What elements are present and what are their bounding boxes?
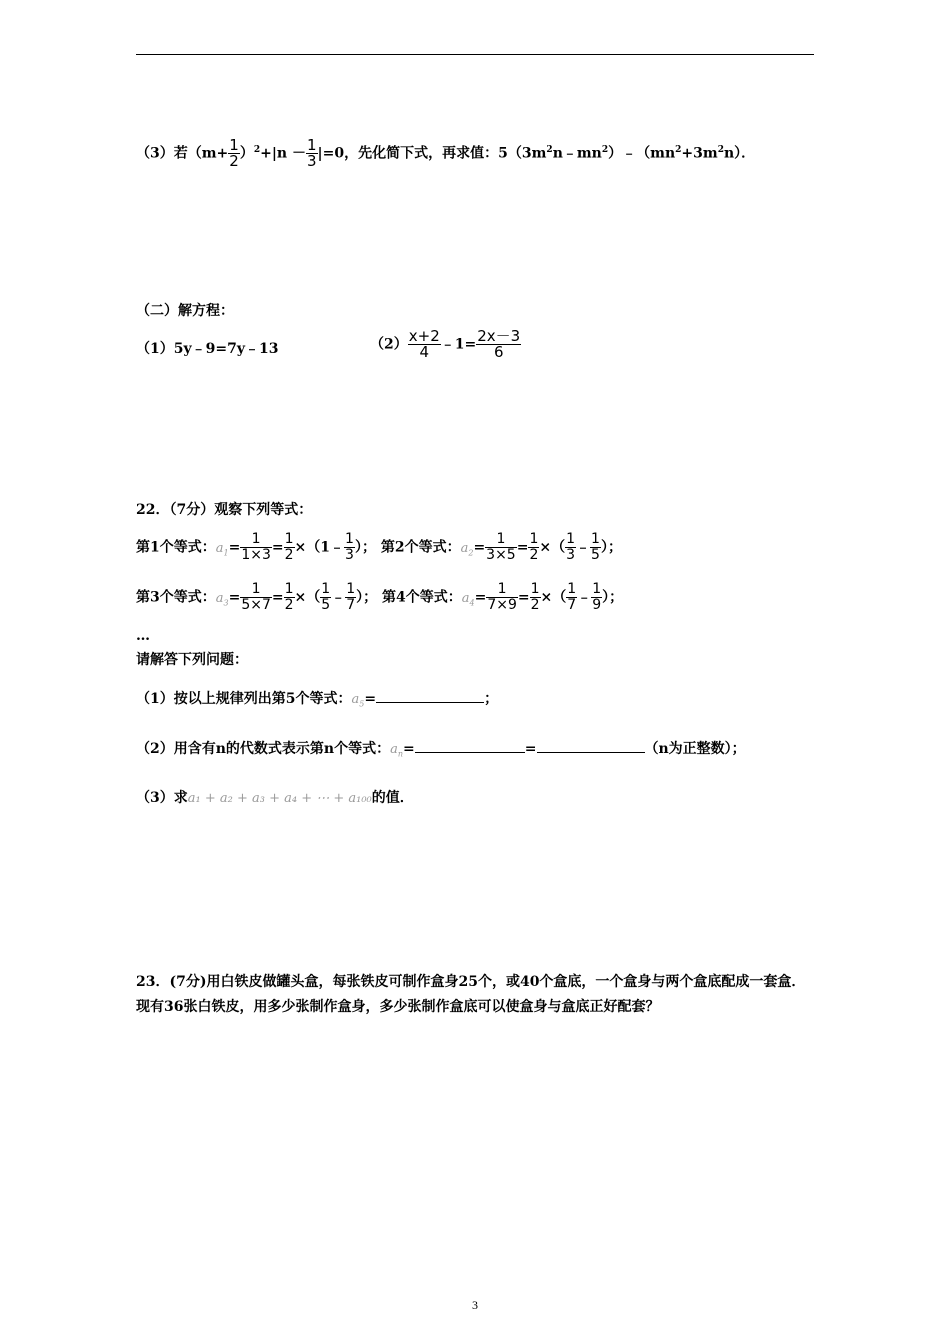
sum-expression: a₁ + a₂ + a₃ + a₄ + ⋯ + a₁₀₀ xyxy=(187,791,372,806)
fraction: $\frac{1}{3\times 5}$ xyxy=(486,531,516,563)
symbol-an: $a_n$ xyxy=(390,742,404,759)
fraction: $\frac{1}{1\times 3}$ xyxy=(241,531,271,563)
fraction: $\frac{1}{5}$ xyxy=(321,581,331,613)
symbol-a5: $a_5$ xyxy=(351,692,365,709)
fraction-one-half: $\frac{1}{2}$ xyxy=(229,136,239,170)
fraction: $\frac{1}{3}$ xyxy=(345,531,354,563)
header-rule xyxy=(136,54,814,55)
equation-1: （1）5y﹣9=7y﹣13 xyxy=(136,341,279,357)
fraction: $\frac{1}{2}$ xyxy=(529,531,539,563)
q22-row-1: 第1个等式：$a_1=$ $\frac{1}{1\times 3}$ = $\frac{1}{2}$ ×（1﹣ $\frac{1}{3}$ ）； 第2个等式：$a_2=$ $\frac{1}{3\times 5}$ = $\frac{1}{2}$ ×（ $\frac{1}{3}$ ﹣ $\frac{1}{5}$ ）； xyxy=(136,531,622,563)
q22-part-3: （3）求a₁ + a₂ + a₃ + a₄ + ⋯ + a₁₀₀的值． xyxy=(136,790,414,806)
q23-text: 23．(7分)用白铁皮做罐头盒，每张铁皮可制作盒身25个，或40个盒底，一个盒身与两个盒底配成一套盒．现有36张白铁皮，用多少张制作盒身，多少张制作盒底可以使盒身与盒底正好配套？ xyxy=(136,974,806,1015)
q22-title: 22．（7分）观察下列等式： xyxy=(136,502,313,518)
fraction: $\frac{1}{7}$ xyxy=(346,581,356,613)
q3-prefix: （3）若（m+ xyxy=(136,145,229,162)
fraction: $\frac{1}{2}$ xyxy=(284,531,294,563)
fraction: $\frac{1}{5}$ xyxy=(591,531,600,563)
symbol-a3: $a_3$ xyxy=(215,590,229,608)
answer-blank[interactable] xyxy=(376,688,484,703)
section-solve-equations-title: （二）解方程： xyxy=(136,303,234,319)
symbol-a4: $a_4$ xyxy=(461,590,475,608)
fraction: $\frac{1}{3}$ xyxy=(566,531,576,563)
answer-blank[interactable] xyxy=(415,738,525,753)
fraction: $\frac{1}{7\times 9}$ xyxy=(487,581,517,613)
fraction-2x-minus-3-over-6: $\frac{2x-3}{6}$ xyxy=(477,327,521,361)
q22-row-2: 第3个等式：$a_3=$ $\frac{1}{5\times 7}$ = $\frac{1}{2}$ ×（ $\frac{1}{5}$ ﹣ $\frac{1}{7}$ ）； 第4个等式：$a_4=$ $\frac{1}{7\times 9}$ = $\frac{1}{2}$ ×（ $\frac{1}{7}$ ﹣ $\frac{1}{9}$ ）； xyxy=(136,581,624,613)
page-number: 3 xyxy=(472,1298,478,1312)
fraction-x-plus-2-over-4: $\frac{x+2}{4}$ xyxy=(408,327,440,361)
q22-part-1: （1）按以上规律列出第5个等式：$a_5=$ ； xyxy=(136,688,498,715)
symbol-a1: $a_1$ xyxy=(215,540,229,558)
q22-prompt: 请解答下列问题： xyxy=(136,652,248,668)
equation-2: （2） $\frac{x+2}{4}$ ﹣1= $\frac{2x-3}{6}$ xyxy=(370,327,521,361)
fraction-one-third: $\frac{1}{3}$ xyxy=(307,136,317,170)
fraction: $\frac{1}{2}$ xyxy=(284,581,294,613)
fraction: $\frac{1}{2}$ xyxy=(530,581,540,613)
answer-blank[interactable] xyxy=(537,738,645,753)
fraction: $\frac{1}{9}$ xyxy=(592,581,602,613)
q3-expression-line: （3）若（m+ $\frac{1}{2}$ ）$^2$+|n － $\frac{1}{3}$ |=0，先化简下式，再求值：$5(3m^2n﹣mn^2)﹣(mn^2+3m^2n)$． xyxy=(136,136,756,170)
fraction: $\frac{1}{5\times 7}$ xyxy=(241,581,271,613)
symbol-a2: $a_2$ xyxy=(460,540,474,558)
ellipsis: … xyxy=(136,628,150,644)
q22-part-2: （2）用含有n的代数式表示第n个等式：$a_n= = (n$为正整数）； xyxy=(136,738,746,765)
fraction: $\frac{1}{7}$ xyxy=(567,581,577,613)
